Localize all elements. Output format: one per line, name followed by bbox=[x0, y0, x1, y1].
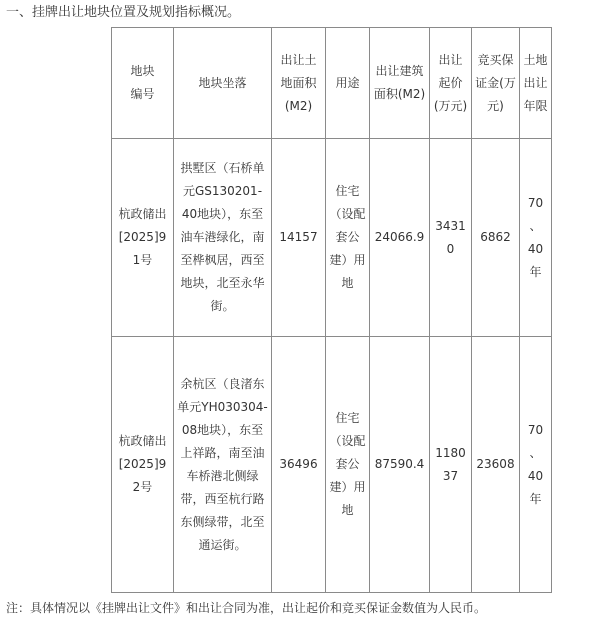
footnote: 注：具体情况以《挂牌出让文件》和出让合同为准，出让起价和竞买保证金数值为人民币。 bbox=[6, 601, 487, 615]
start-price-cell: 118037 bbox=[430, 337, 472, 593]
section-heading: 一、挂牌出让地块位置及规划指标概况。 bbox=[6, 5, 241, 20]
header-plot-id: 地块编号 bbox=[112, 28, 174, 139]
term-cell: 70、40年 bbox=[520, 337, 552, 593]
plot-id-cell: 杭政储出[2025]92号 bbox=[112, 337, 174, 593]
deposit-cell: 23608 bbox=[472, 337, 520, 593]
header-start-price: 出让起价(万元) bbox=[430, 28, 472, 139]
land-area-cell: 36496 bbox=[272, 337, 326, 593]
header-deposit: 竞买保证金(万元) bbox=[472, 28, 520, 139]
header-building-area: 出让建筑面积(M2) bbox=[370, 28, 430, 139]
building-area-cell: 24066.9 bbox=[370, 139, 430, 337]
land-plot-table bbox=[111, 27, 552, 593]
header-use: 用途 bbox=[326, 28, 370, 139]
use-cell: 住宅（设配套公建）用地 bbox=[326, 139, 370, 337]
location-cell: 拱墅区（石桥单元GS130201-40地块），东至油车港绿化，南至桦枫居，西至地块，北至永华街。 bbox=[174, 139, 272, 337]
start-price-cell: 34310 bbox=[430, 139, 472, 337]
building-area-cell: 87590.4 bbox=[370, 337, 430, 593]
deposit-cell: 6862 bbox=[472, 139, 520, 337]
land-area-cell: 14157 bbox=[272, 139, 326, 337]
table-header-row bbox=[112, 28, 552, 139]
header-land-area: 出让土地面积(M2) bbox=[272, 28, 326, 139]
term-cell: 70、40年 bbox=[520, 139, 552, 337]
location-cell: 余杭区（良渚东单元YH030304-08地块），东至上祥路，南至油车桥港北侧绿带，西至杭行路东侧绿带，北至通运街。 bbox=[174, 337, 272, 593]
table-row bbox=[112, 139, 552, 337]
plot-id-cell: 杭政储出[2025]91号 bbox=[112, 139, 174, 337]
use-cell: 住宅（设配套公建）用地 bbox=[326, 337, 370, 593]
header-term: 土地出让年限 bbox=[520, 28, 552, 139]
header-location: 地块坐落 bbox=[174, 28, 272, 139]
table-row bbox=[112, 337, 552, 593]
